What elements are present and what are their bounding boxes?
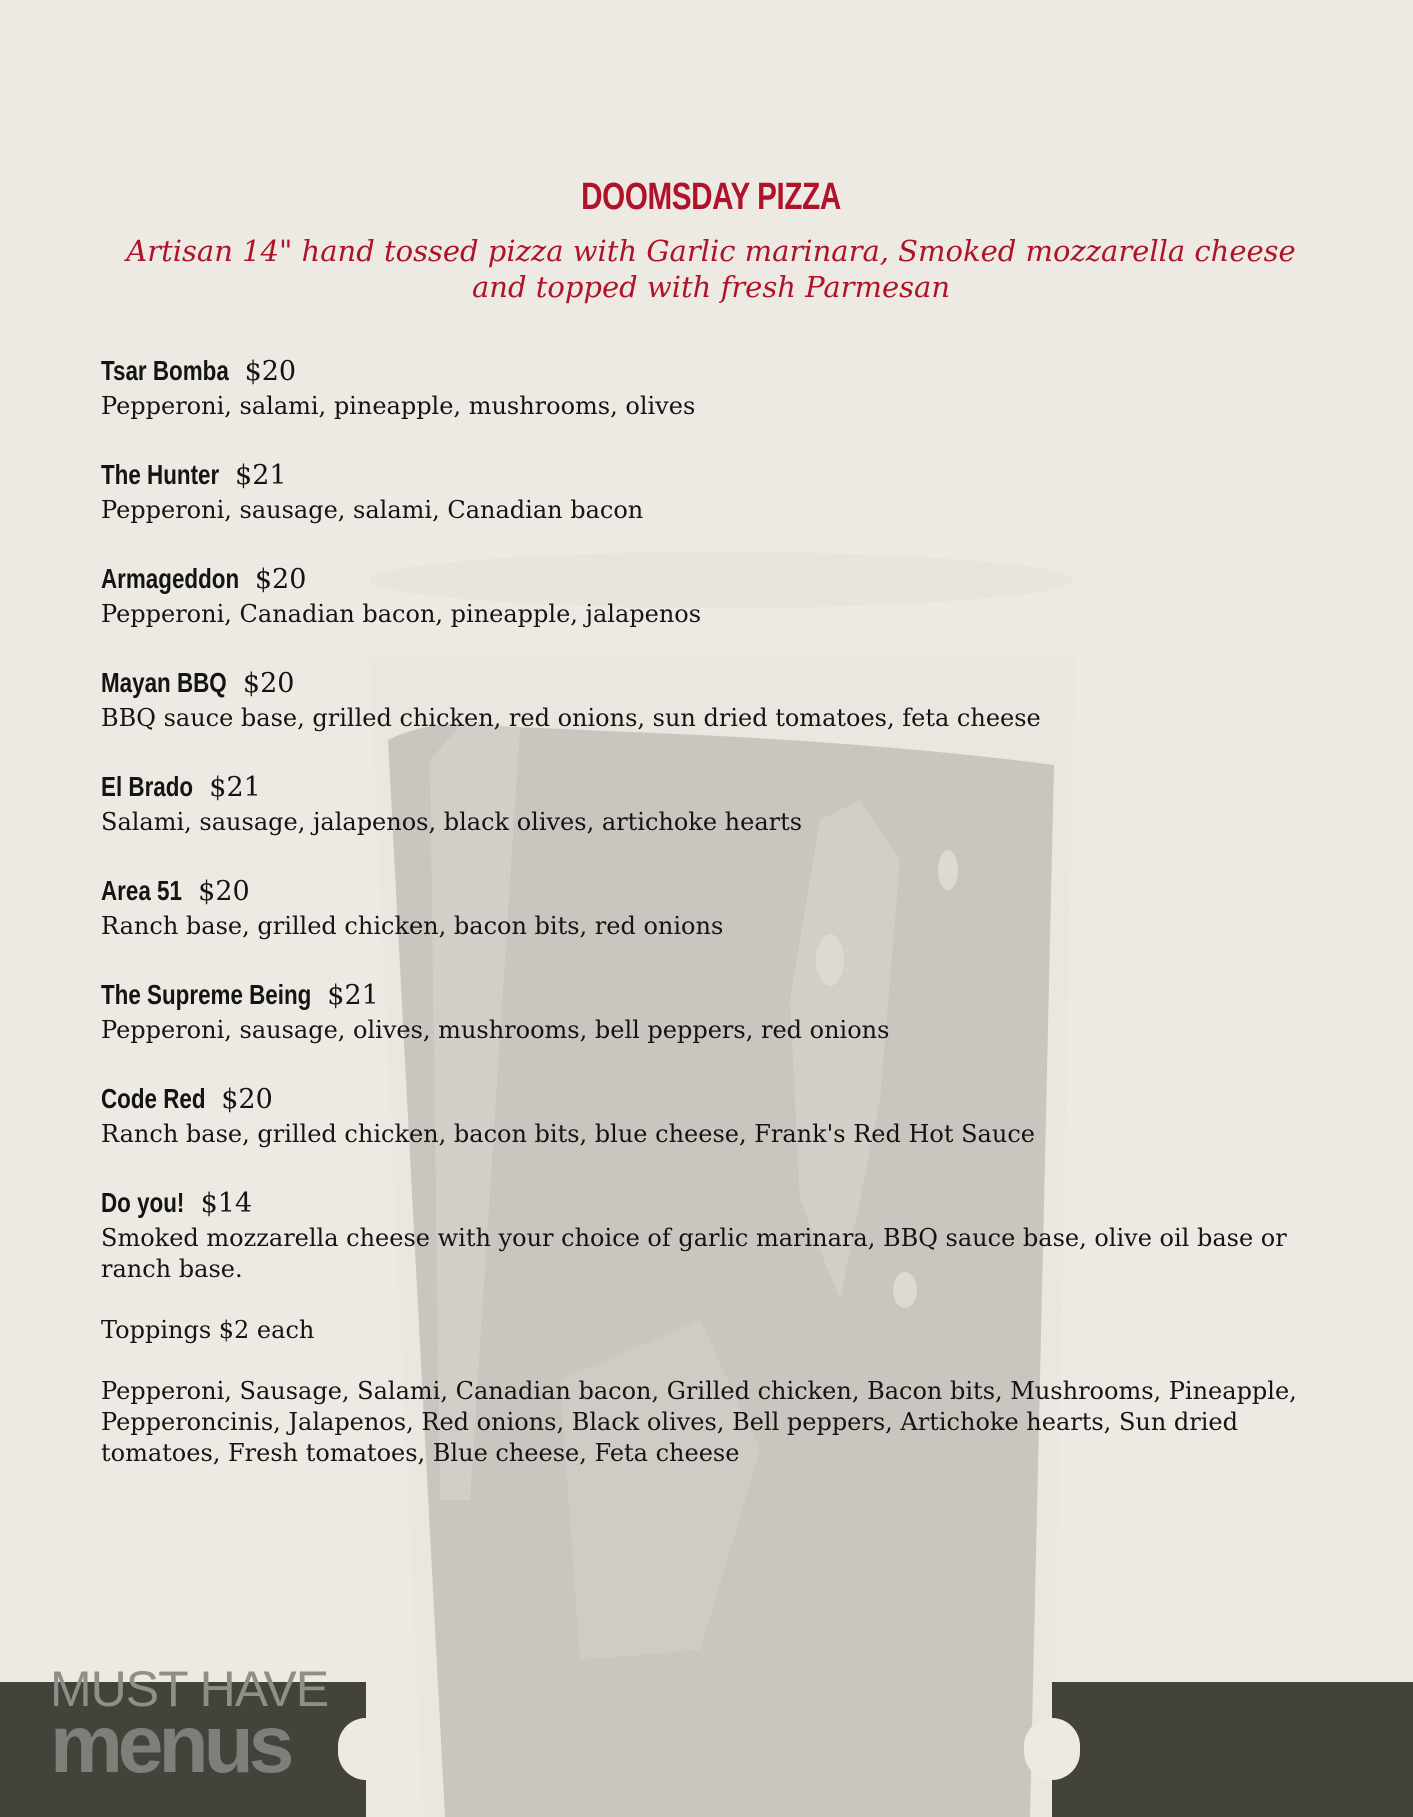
item-price: $20 [244,356,297,387]
menu-item [101,667,1321,734]
item-description: Ranch base, grilled chicken, bacon bits, red onions [101,912,724,940]
menu-item [101,355,1321,422]
item-price: $21 [209,772,261,803]
menu-subtitle: Artisan 14" hand tossed pizza with Garlic marinara, Smoked mozzarella cheese and topped with fresh Parmesan [126,234,1296,304]
item-price: $21 [327,980,379,1011]
toppings-price-note: Toppings $2 each [101,1316,315,1344]
item-name: Armageddon [101,563,240,594]
item-price: $14 [200,1188,253,1219]
footer-bar-right [1052,1682,1413,1817]
menu-item [101,771,1321,838]
menu-item [101,875,1321,942]
menu-items [101,355,1321,1469]
item-description: BBQ sauce base, grilled chicken, red onions, sun dried tomatoes, feta cheese [101,704,1041,732]
item-price: $20 [254,564,307,595]
item-price: $21 [235,460,287,491]
item-description: Pepperoni, salami, pineapple, mushrooms, olives [101,392,696,420]
item-name: El Brado [101,771,194,802]
item-price: $20 [198,876,250,907]
item-description: Smoked mozzarella cheese with your choice of garlic marinara, BBQ sauce base, olive oil base or ranch base. [101,1224,1287,1283]
item-price: $20 [221,1084,273,1115]
item-name: Do you! [101,1187,185,1218]
item-description: Salami, sausage, jalapenos, black olives, artichoke hearts [101,808,803,836]
item-name: Mayan BBQ [101,667,227,698]
footer-notch [338,1718,394,1780]
item-description: Ranch base, grilled chicken, bacon bits, blue cheese, Frank's Red Hot Sauce [101,1120,1035,1148]
logo-line-1: MUST HAVE [50,1661,329,1717]
musthavemenus-logo [50,1661,329,1790]
menu-item [101,979,1321,1046]
item-price: $20 [242,668,295,699]
item-description: Pepperoni, Canadian bacon, pineapple, jalapenos [101,600,702,628]
item-name: The Supreme Being [101,979,312,1010]
menu-title: DOOMSDAY PIZZA [581,176,841,218]
item-name: Code Red [101,1083,206,1114]
toppings-list: Pepperoni, Sausage, Salami, Canadian bacon, Grilled chicken, Bacon bits, Mushrooms, Pineapple, Pepperoncinis, Jalapenos, Red onions, Black olives, Bell peppers, Artichoke hearts, Sun dried tomatoes, Fresh tomatoes, Blue cheese, Feta cheese [101,1377,1297,1467]
menu-item [101,459,1321,526]
menu-item [101,563,1321,630]
item-description: Pepperoni, sausage, olives, mushrooms, bell peppers, red onions [101,1016,890,1044]
item-description: Pepperoni, sausage, salami, Canadian bacon [101,496,644,524]
item-name: Area 51 [101,875,182,906]
menu-item [101,1083,1321,1150]
footer-notch [1024,1718,1080,1780]
logo-line-2: menus [50,1699,290,1790]
item-name: Tsar Bomba [101,355,229,386]
menu-item [101,1187,1321,1285]
menu-section [101,176,1321,1469]
item-name: The Hunter [101,459,220,490]
